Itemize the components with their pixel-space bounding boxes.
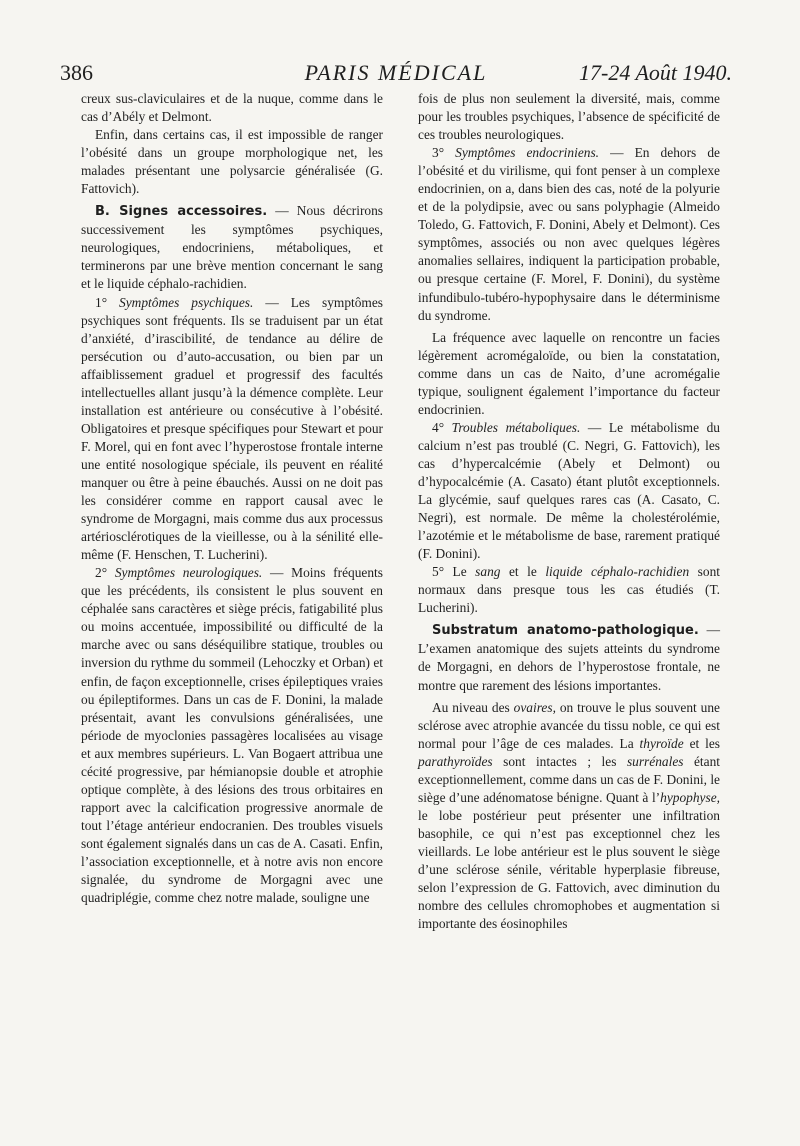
italic-run: Symptômes psychiques.: [119, 294, 254, 310]
italic-run: thyroïde: [639, 735, 684, 751]
text-run: — Moins fréquents que les précédents, ils consistent le plus souvent en céphalée sans caractères et siège précis, fatigabilité plus ou moins accentuée, impossibilité ou difficulté de la marche avec ou sans déséquilibre statique, troubles ou inversion du rythme du sommeil (Lehoczky et Orban) et enfin, de façon exceptionnelle, crises épileptiques vraies ou épileptiformes. Dans un cas de F. Donini, la malade présentait, avant les convulsions généralisées, une période de myoclonies passagères localisées au visage et aux membres supérieurs. L. Van Bogaert attribua une cécité progressive, par hémianopsie double et atrophie optique complète, à des lésions des trous orbitaires en rapport avec la calcification progressive anormale de tout l’étage antérieur endocranien. Des troubles visuels sont également signalés dans un cas de A. Casati. Enfin, l’association exceptionnelle, et à notre avis non encore signalée, du syndrome de Morgagni avec une quadriplégie, comme chez notre malade, souligne une: [81, 565, 383, 906]
text-run: 3°: [432, 145, 456, 161]
italic-run: liquide céphalo-rachidien: [545, 564, 690, 580]
paragraph: [81, 90, 383, 126]
paragraph: [418, 621, 720, 694]
issue-date: 17-24 Août 1940.: [579, 60, 732, 85]
text-run: 5° Le: [432, 564, 476, 580]
italic-run: Symptômes neurologiques.: [114, 565, 263, 581]
text-run: sont intactes ; les: [492, 753, 627, 769]
paragraph: [81, 294, 383, 565]
section-heading: Substratum anatomo-pathologique.: [432, 623, 699, 639]
text-run: creux sus-claviculaires et de la nuque, comme dans le cas d’Abély et Delmont.: [81, 91, 383, 125]
text-run: on trouve le plus souvent une sclérose avec atrophie avancée du tissu noble, ce qui est normal pour l’âge de ces malades. La: [418, 699, 720, 751]
text-run: — Nous décrirons successivement les symptômes psychiques, neurologiques, endocriniens, métaboliques, et terminerons par une brève mention concernant le sang et le liquide céphalo-rachidien.: [81, 203, 384, 292]
text-run: — Le métabolisme du calcium n’est pas troublé (C. Negri, G. Fattovich), les cas d’hypercalcémie (Abely et Delmont) ou d’hypocalcémie (A. Casato) étant plutôt exceptionnels. La glycémie, sauf quelques rares cas (A. Casato, C. Negri), est normale. De même la cholestérolémie, l’azotémie et le métabolisme de base, rarement pratiqué (F. Donini).: [418, 419, 720, 562]
paragraph: [418, 699, 720, 934]
paragraph: [418, 329, 720, 419]
running-header: [60, 56, 732, 88]
right-column: [418, 90, 720, 933]
text-run: Enfin, dans certains cas, il est impossible de ranger l’obésité dans un groupe morphologique net, les malades présentant une polysarcie généralisée (G. Fattovich).: [81, 127, 383, 197]
italic-run: hypophyse,: [660, 789, 720, 805]
text-run: et le: [500, 564, 546, 580]
text-run: — En dehors de l’obésité et du virilisme, qui font penser à un complexe endocrinien, on a, dans bien des cas, noté de la polyurie et de la polydipsie, avec ou sans polyphagie (Almeido Toledo, G. Fattovich, F. Donini, Abely et Delmont). Ces symptômes, associés ou non avec quelques légères anomalies sellaires, indiquent la participation probable, ou presque certaine (F. Morel, F. Donini), du système infundibulo-tubéro-hypophysaire dans le déterminisme du syndrome.: [418, 145, 720, 323]
text-run: et les: [683, 735, 721, 751]
italic-run: Troubles métaboliques.: [451, 419, 581, 435]
text-run: fois de plus non seulement la diversité, mais, comme pour les troubles psychiques, l’absence de spécificité de ces troubles neurologiques.: [418, 91, 720, 143]
text-run: 2°: [95, 565, 115, 581]
italic-run: Symptômes endocriniens.: [455, 145, 600, 161]
text-run: 1°: [95, 294, 120, 310]
paragraph: [418, 563, 720, 617]
text-run: 4°: [432, 419, 452, 435]
italic-run: sang: [475, 564, 501, 580]
page-number: 386: [60, 60, 93, 85]
text-run: le lobe postérieur peut présenter une infiltration basophile, ce qui n’est pas exceptionnel chez les vieillards. Le lobe antérieur est le plus souvent le siège d’une sclérose sénile, véritable hyperplasie fibreuse, selon l’expression de G. Fattovich, avec diminution du nombre des cellules chromophobes et augmentation si importante des éosinophiles: [418, 807, 720, 932]
italic-run: ovaires,: [513, 699, 556, 715]
text-run: Au niveau des: [432, 699, 514, 715]
section-heading: B. Signes accessoires.: [95, 204, 268, 220]
paragraph: [418, 419, 720, 563]
paragraph: [81, 126, 383, 198]
left-column: [81, 90, 383, 907]
text-run: — Les symptômes psychiques sont fréquents. Ils se traduisent par un état d’anxiété, d’irascibilité, de tendance au délire de persécution ou d’auto-accusation, ou bien par un affaiblissement graduel et progressif des facultés intellectuelles allant jusqu’à la démence complète. Leur installation est antérieure ou consécutive à l’obésité. Obligatoires et presque spécifiques pour Stewart et pour F. Morel, qui en font avec l’hyperostose frontale interne une entité nosologique spéciale, ils peuvent en réalité manquer ou être à peine ébauchés. Aussi on ne doit pas les considérer comme en rapport causal avec le syndrome de Morgagni, mais comme dus aux processus artériosclérotiques de la vieillesse, ou à la sénilité elle-même (F. Henschen, T. Lucherini).: [81, 294, 383, 563]
italic-run: parathyroïdes: [418, 753, 493, 769]
paragraph: [81, 564, 383, 907]
paragraph: [418, 90, 720, 144]
journal-title: PARIS MÉDICAL: [304, 60, 488, 85]
paragraph: [418, 144, 720, 324]
text-run: sont normaux dans presque tous les cas étudiés (T. Lucherini).: [418, 564, 720, 616]
text-run: étant exceptionnellement, comme dans un cas de F. Donini, le siège d’une adénomatose bénigne. Quant à l’: [418, 753, 721, 805]
paragraph: [81, 202, 383, 293]
text-run: — L’examen anatomique des sujets atteints du syndrome de Morgagni, en dehors de l’hyperostose frontale, ne montre que rarement des lésions importantes.: [418, 622, 720, 693]
text-run: La fréquence avec laquelle on rencontre un facies légèrement acromégaloïde, ou bien la constatation, comme dans un cas de Naito, d’une acromégalie typique, soulignent également l’importance du facteur endocrinien.: [418, 329, 720, 417]
italic-run: surrénales: [626, 753, 684, 769]
